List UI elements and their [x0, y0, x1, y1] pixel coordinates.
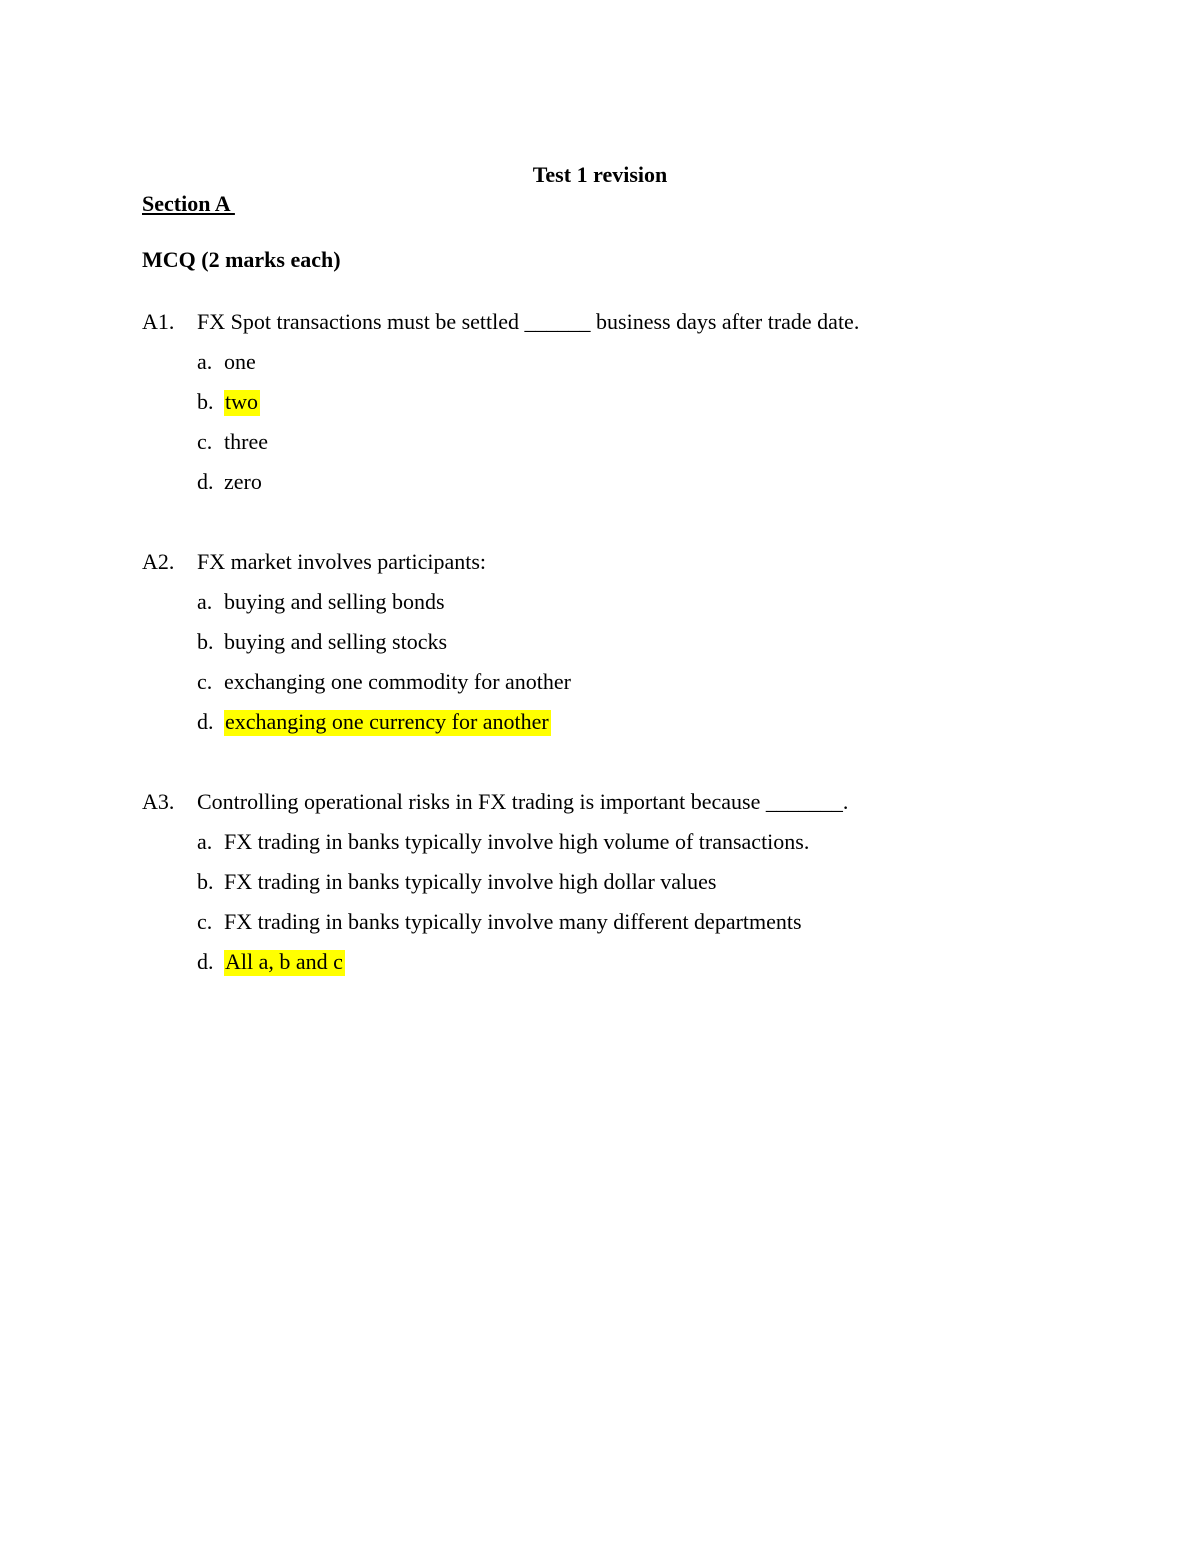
- section-heading: Section A: [142, 191, 235, 216]
- option-text: FX trading in banks typically involve high volume of transactions.: [224, 829, 810, 854]
- option-letter: b.: [197, 869, 214, 894]
- option-a: [0, 351, 1200, 377]
- question-line: [0, 551, 1200, 577]
- question-number: A3.: [142, 789, 175, 814]
- option-c: [0, 671, 1200, 697]
- option-d: [0, 951, 1200, 977]
- option-text: buying and selling bonds: [224, 589, 445, 614]
- option-a: [0, 831, 1200, 857]
- mcq-heading: MCQ (2 marks each): [142, 247, 341, 272]
- option-c: [0, 911, 1200, 937]
- option-text: zero: [224, 469, 262, 494]
- option-letter: a.: [197, 589, 213, 614]
- option-a: [0, 591, 1200, 617]
- option-text: three: [224, 429, 268, 454]
- option-d: [0, 471, 1200, 497]
- option-letter: a.: [197, 829, 213, 854]
- highlighted-answer: All a, b and c: [225, 949, 343, 974]
- option-letter: d.: [197, 709, 214, 734]
- option-text: one: [224, 349, 256, 374]
- option-letter: d.: [197, 469, 214, 494]
- option-letter: c.: [197, 669, 213, 694]
- option-letter: a.: [197, 349, 213, 374]
- question-line: [0, 311, 1200, 337]
- option-b: [0, 871, 1200, 897]
- highlighted-answer: two: [225, 389, 258, 414]
- option-d: [0, 711, 1200, 737]
- option-letter: c.: [197, 909, 213, 934]
- question-line: [0, 791, 1200, 817]
- document-title: Test 1 revision: [532, 162, 668, 187]
- option-letter: d.: [197, 949, 214, 974]
- option-letter: b.: [197, 389, 214, 414]
- option-c: [0, 431, 1200, 457]
- option-letter: b.: [197, 629, 214, 654]
- question-text: FX Spot transactions must be settled ______ business days after trade date.: [197, 309, 860, 334]
- question-number: A1.: [142, 309, 175, 334]
- option-letter: c.: [197, 429, 213, 454]
- option-text: FX trading in banks typically involve high dollar values: [224, 869, 717, 894]
- option-text: exchanging one commodity for another: [224, 669, 572, 694]
- option-text: buying and selling stocks: [224, 629, 448, 654]
- option-text: FX trading in banks typically involve many different departments: [224, 909, 802, 934]
- question-text: Controlling operational risks in FX trading is important because _______.: [197, 789, 849, 814]
- question-number: A2.: [142, 549, 175, 574]
- highlighted-answer: exchanging one currency for another: [225, 709, 549, 734]
- question-text: FX market involves participants:: [197, 549, 486, 574]
- option-b: [0, 391, 1200, 417]
- option-b: [0, 631, 1200, 657]
